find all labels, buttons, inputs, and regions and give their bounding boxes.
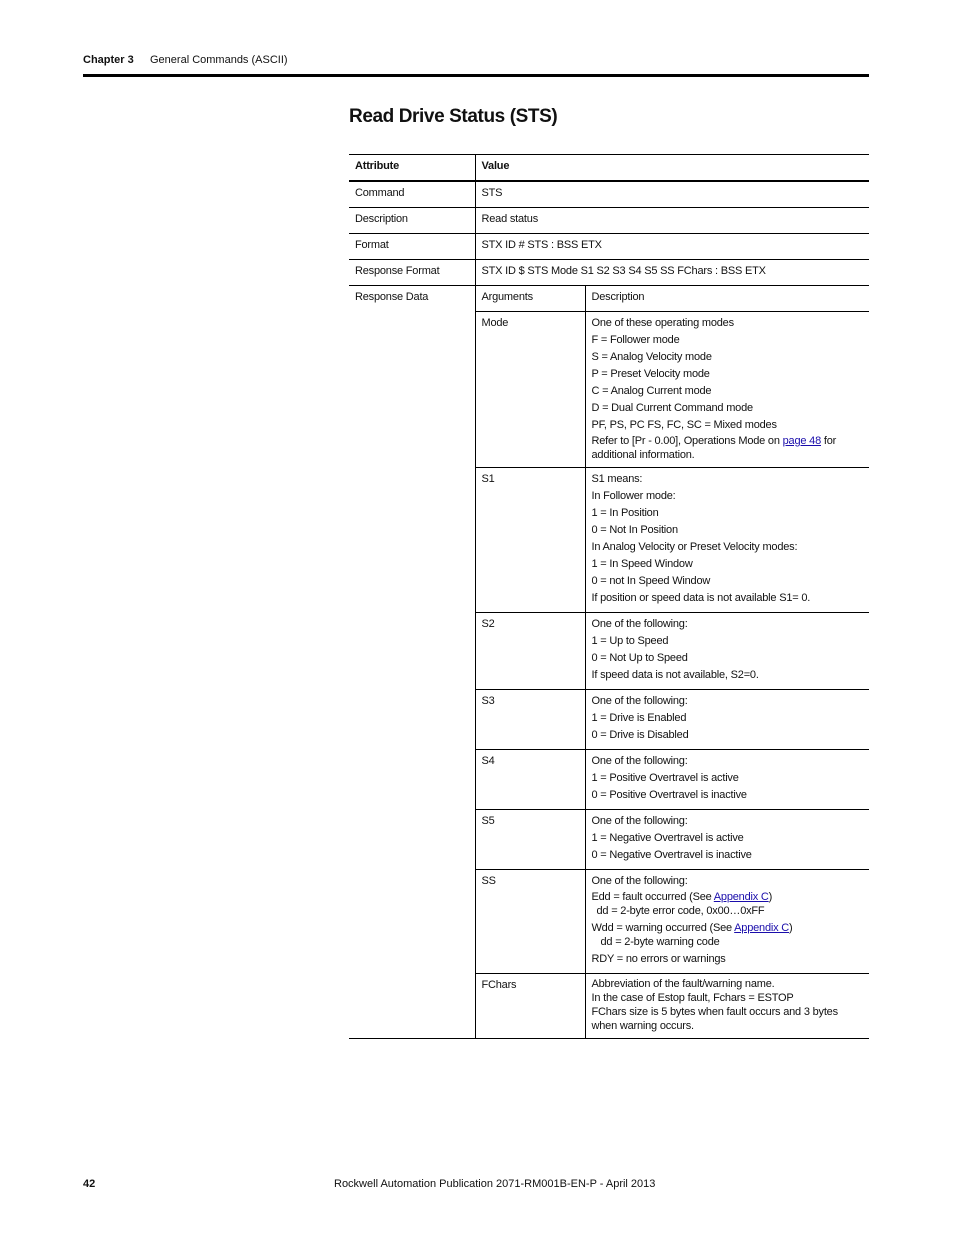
argument-description (585, 690, 869, 750)
value-header: Value (475, 155, 869, 182)
desc-line: One of the following: (591, 815, 688, 827)
section-title: Read Drive Status (STS) (349, 106, 558, 127)
desc-line: 0 = Drive is Disabled (591, 729, 689, 741)
desc-line: 1 = Negative Overtravel is active (591, 832, 744, 844)
page-number: 42 (83, 1178, 96, 1190)
argument-description (585, 312, 869, 468)
desc-line: In Analog Velocity or Preset Velocity modes: (591, 541, 798, 553)
desc-line: S1 means: (591, 473, 643, 485)
row-attribute: Description (349, 208, 475, 234)
desc-line: One of the following: (591, 618, 688, 630)
attribute-header: Attribute (349, 155, 475, 182)
desc-line: F = Follower mode (591, 334, 680, 346)
desc-line: S = Analog Velocity mode (591, 351, 712, 363)
desc-line: If speed data is not available, S2=0. (591, 669, 759, 681)
desc-line: P = Preset Velocity mode (591, 368, 710, 380)
arguments-subheader: Arguments (475, 286, 585, 312)
appendix-c-link[interactable]: Appendix C (734, 922, 790, 934)
argument-description (585, 468, 869, 613)
row-attribute: Command (349, 181, 475, 208)
row-value: STX ID $ STS Mode S1 S2 S3 S4 S5 SS FChars : BSS ETX (475, 260, 869, 286)
desc-line: 1 = Up to Speed (591, 635, 669, 647)
desc-line: C = Analog Current mode (591, 385, 712, 397)
desc-line: One of the following: (591, 695, 688, 707)
desc-line: PF, PS, PC FS, FC, SC = Mixed modes (591, 419, 777, 431)
refer-text: Refer to [Pr - 0.00], Operations Mode on (591, 435, 783, 447)
desc-line: D = Dual Current Command mode (591, 402, 753, 414)
argument-name: S4 (475, 750, 585, 810)
page-header (83, 52, 869, 68)
desc-line: 1 = In Speed Window (591, 558, 693, 570)
desc-line: In the case of Estop fault, Fchars = ESTOP (591, 992, 794, 1004)
argument-name: S3 (475, 690, 585, 750)
publication-info: Rockwell Automation Publication 2071-RM001B-EN-P - April 2013 (334, 1178, 656, 1190)
row-attribute: Response Data (349, 286, 475, 1039)
description-subheader: Description (585, 286, 869, 312)
sts-attribute-table (349, 154, 869, 1039)
argument-name: Mode (475, 312, 585, 468)
desc-line: One of the following: (591, 755, 688, 767)
desc-line: FChars size is 5 bytes when fault occurs and 3 bytes when warning occurs. (591, 1006, 838, 1032)
desc-line: 0 = Positive Overtravel is inactive (591, 789, 747, 801)
argument-description (585, 750, 869, 810)
desc-line: One of these operating modes (591, 317, 734, 329)
argument-name: S5 (475, 810, 585, 870)
table-row (349, 286, 869, 312)
page-48-link[interactable]: page 48 (782, 435, 821, 447)
table-row (349, 260, 869, 286)
table-row (349, 234, 869, 260)
row-value: STX ID # STS : BSS ETX (475, 234, 869, 260)
wdd-text: Wdd = warning occurred (See (591, 922, 735, 934)
desc-line: RDY = no errors or warnings (591, 953, 726, 965)
table-row (349, 208, 869, 234)
appendix-c-link[interactable]: Appendix C (713, 891, 769, 903)
desc-line: 1 = In Position (591, 507, 659, 519)
desc-line: 1 = Positive Overtravel is active (591, 772, 739, 784)
edd-text: Edd = fault occurred (See (591, 891, 714, 903)
argument-name: FChars (475, 974, 585, 1039)
header-rule (83, 74, 869, 77)
chapter-label: Chapter 3 (83, 54, 134, 66)
desc-line: 0 = Negative Overtravel is inactive (591, 849, 752, 861)
desc-line: If position or speed data is not available S1= 0. (591, 592, 811, 604)
desc-line: 1 = Drive is Enabled (591, 712, 687, 724)
argument-name: S1 (475, 468, 585, 613)
desc-line: 0 = Not In Position (591, 524, 678, 536)
refer-text-end: for additional information. (591, 435, 837, 461)
row-attribute: Format (349, 234, 475, 260)
row-value: STS (475, 181, 869, 208)
chapter-title: General Commands (ASCII) (150, 54, 288, 66)
argument-description (585, 613, 869, 690)
desc-line: 0 = Not Up to Speed (591, 652, 688, 664)
argument-name: SS (475, 870, 585, 974)
row-attribute: Response Format (349, 260, 475, 286)
desc-line: In Follower mode: (591, 490, 676, 502)
argument-name: S2 (475, 613, 585, 690)
argument-description (585, 870, 869, 974)
desc-line: 0 = not In Speed Window (591, 575, 711, 587)
edd-line (592, 890, 864, 904)
desc-line: Abbreviation of the fault/warning name. (591, 978, 775, 990)
refer-line (592, 434, 864, 462)
wdd-text-end: ) (789, 922, 793, 934)
wdd-line (592, 921, 864, 935)
argument-description (585, 810, 869, 870)
desc-line: dd = 2-byte warning code (600, 936, 720, 948)
argument-description (585, 974, 869, 1039)
table-row (349, 181, 869, 208)
row-value: Read status (475, 208, 869, 234)
edd-text-end: ) (768, 891, 773, 903)
table-header-row (349, 155, 869, 182)
desc-line: One of the following: (591, 875, 688, 887)
desc-line: dd = 2-byte error code, 0x00…0xFF (596, 905, 765, 917)
